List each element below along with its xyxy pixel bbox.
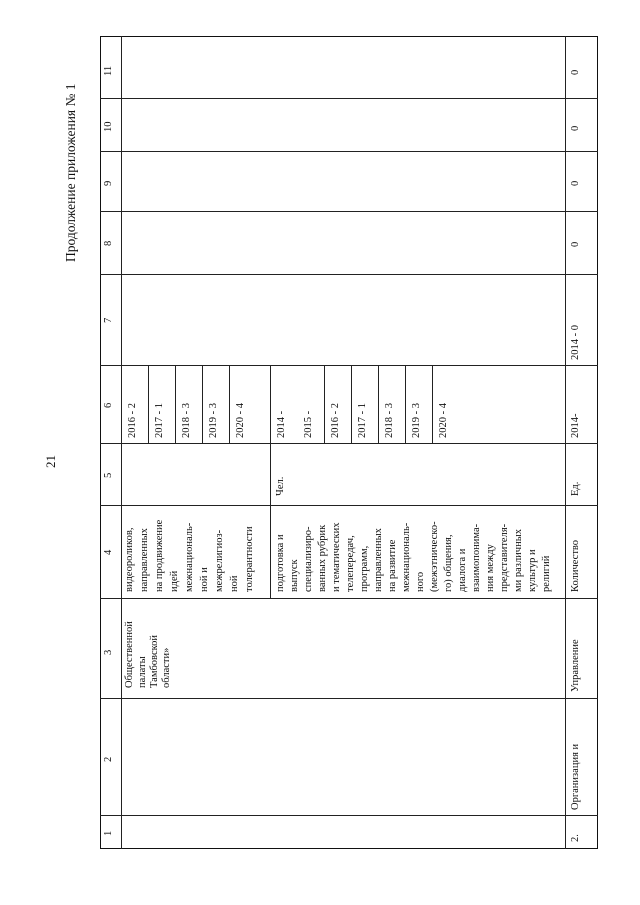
appendix-title: Продолжение приложения № 1 xyxy=(63,83,78,262)
row1-col6-year3: 2018 - 3 xyxy=(181,403,192,438)
row1-col4-line7: межрелигиоз- xyxy=(214,529,225,592)
row2-col4-line15: взаимопонима- xyxy=(471,523,482,592)
row3-col1: 2. xyxy=(570,834,581,842)
row2-col4-line2: выпуск xyxy=(289,559,300,592)
row3-col4: Количество xyxy=(570,539,581,592)
row3-col3: Управление xyxy=(570,639,581,692)
row1-col4-line8: ной xyxy=(229,575,240,592)
row2-col4-line9: на развитие xyxy=(387,539,398,592)
row2-col4-line8: направленных xyxy=(373,528,384,592)
header-col-5: 5 xyxy=(103,472,114,478)
header-col-8: 8 xyxy=(103,240,114,246)
header-col-9: 9 xyxy=(103,180,114,186)
row2-col4-line7: программ, xyxy=(359,545,370,592)
header-col-10: 10 xyxy=(103,121,114,132)
header-col-7: 7 xyxy=(103,317,114,323)
row3-col8: 0 xyxy=(570,241,581,247)
row3-col10: 0 xyxy=(570,125,581,131)
header-col-3: 3 xyxy=(103,649,114,655)
row2-col4-line13: го) общения, xyxy=(443,534,454,592)
row2-col6-year3: 2016 - 2 xyxy=(330,403,341,438)
row2-col4-line17: представителя- xyxy=(499,523,510,592)
row1-col3-line3: Тамбовской xyxy=(149,634,160,688)
row1-col4-line2: направленных xyxy=(139,528,150,592)
row2-col4-line10: межнациональ- xyxy=(401,522,412,592)
row2-col4-line12: (межэтническо- xyxy=(429,521,440,592)
row1-col6-year2: 2017 - 1 xyxy=(154,403,165,438)
row2-col6-year7: 2020 - 4 xyxy=(438,403,449,438)
row1-col4-line1: видеороликов, xyxy=(124,527,135,592)
row3-col11: 0 xyxy=(570,69,581,75)
header-col-1: 1 xyxy=(103,830,114,836)
row2-col4-line4: ванных рубрик xyxy=(317,524,328,592)
row3-col2: Организация и xyxy=(570,743,581,810)
row2-col4-line20: религий xyxy=(541,555,552,592)
row1-col6-year1: 2016 - 2 xyxy=(127,403,138,438)
row2-col6-year6: 2019 - 3 xyxy=(411,403,422,438)
row1-col3-line1: Общественной xyxy=(124,621,135,688)
header-col-4: 4 xyxy=(103,549,114,555)
page-number: 21 xyxy=(43,455,58,468)
row3-col7: 2014 - 0 xyxy=(570,325,581,360)
row1-col3-line2: палаты xyxy=(137,656,148,688)
row1-col4-line5: межнациональ- xyxy=(184,522,195,592)
row2-col4-line1: подготовка и xyxy=(275,534,286,592)
header-col-6: 6 xyxy=(103,402,114,408)
row2-col4-line6: телепередач, xyxy=(345,535,356,592)
row1-col6-year5: 2020 - 4 xyxy=(235,403,246,438)
row2-col4-line5: и тематических xyxy=(331,522,342,592)
row2-col4-line16: ния между xyxy=(485,544,496,592)
header-col-2: 2 xyxy=(103,756,114,762)
row1-col4-line9: толерантности xyxy=(244,526,255,592)
row2-col4-line14: диалога и xyxy=(457,548,468,592)
row2-col6-year5: 2018 - 3 xyxy=(384,403,395,438)
row2-col4-line19: культур и xyxy=(527,549,538,592)
row1-col4-line6: ной и xyxy=(199,567,210,592)
row3-col9: 0 xyxy=(570,180,581,186)
row2-col5-unit: Чел. xyxy=(275,476,286,496)
row3-col5: Ед. xyxy=(570,481,581,496)
row1-col3-line4: области» xyxy=(161,647,172,688)
row2-col6-year4: 2017 - 1 xyxy=(357,403,368,438)
row1-col4-line3: на продвижение xyxy=(154,519,165,592)
row2-col4-line11: ного xyxy=(415,571,426,592)
row2-col6-year1: 2014 - xyxy=(276,410,287,438)
row1-col6-year4: 2019 - 3 xyxy=(208,403,219,438)
row2-col6-year2: 2015 - xyxy=(303,410,314,438)
row2-col4-line3: специализиро- xyxy=(303,526,314,592)
row3-col6: 2014- xyxy=(570,413,581,438)
header-col-11: 11 xyxy=(103,65,114,76)
row2-col4-line18: ми различных xyxy=(513,528,524,592)
row1-col4-line4: идей xyxy=(169,570,180,592)
